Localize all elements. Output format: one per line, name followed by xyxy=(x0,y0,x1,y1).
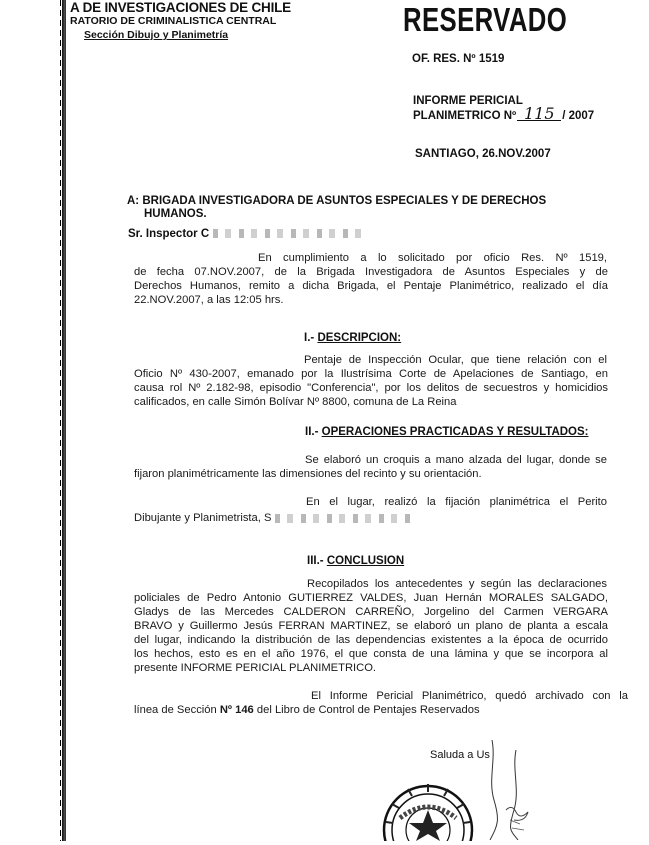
perito-label: Dibujante y Planimetrista, S xyxy=(134,512,272,524)
conclusion-line: del lugar, indicando la distribución de las dependencias existentes a la época de ocurrido xyxy=(134,634,608,646)
section-heading-descripcion xyxy=(304,332,401,344)
conclusion-line: presente INFORME PERICIAL PLANIMETRICO. xyxy=(134,662,377,674)
operaciones-line: Se elaboró un croquis a mano alzada del lugar, donde se xyxy=(305,454,607,466)
archive-line1: El Informe Pericial Planimétrico, quedó archivado con la xyxy=(311,690,628,702)
addressee-inspector: Sr. Inspector C xyxy=(128,228,210,240)
section-heading-conclusion xyxy=(307,555,404,567)
informe-title-line1: INFORME PERICIAL xyxy=(413,95,523,107)
addressee-line1: A: BRIGADA INVESTIGADORA DE ASUNTOS ESPECIALES Y DE DERECHOS xyxy=(127,195,547,207)
descripcion-line: calificados, en calle Simón Bolívar Nº 8800, comuna de La Reina xyxy=(134,396,457,408)
binding-edge xyxy=(62,0,66,841)
addressee-line3 xyxy=(128,228,363,240)
conclusion-line: Gladys de las Mercedes CALDERON CARREÑO, Jorgelino del Carmen VERGARA xyxy=(134,606,608,618)
laboratory-name: RATORIO DE CRIMINALISTICA CENTRAL xyxy=(70,15,277,27)
of-res-number: OF. RES. Nº 1519 xyxy=(412,53,505,65)
official-seal-icon xyxy=(378,778,478,841)
section-heading-operaciones xyxy=(305,426,589,438)
conclusion-line: BRAVO y Guillermo Jesús FERRAN MARTINEZ, se elaboró un plano de planta a escala xyxy=(134,620,608,632)
section-title: DESCRIPCION: xyxy=(317,332,402,344)
informe-title-line2 xyxy=(413,104,595,123)
binding-stitch xyxy=(60,0,61,841)
informe-suffix: / 2007 xyxy=(562,110,595,122)
descripcion-line: causa rol Nº 2.182-98, episodio "Conferencia", por los delitos de secuestros y homicidios xyxy=(134,382,608,394)
archive-number: Nº 146 xyxy=(219,704,254,716)
section-number: II.- xyxy=(305,426,319,438)
section-number: I.- xyxy=(304,332,315,344)
conclusion-line: Recopilados los antecedentes y según las declaraciones xyxy=(307,578,607,590)
descripcion-line: Oficio Nº 430-2007, emanado por la Ilustrísima Corte de Apelaciones de Santiago, en xyxy=(134,368,608,380)
section-title: CONCLUSION xyxy=(326,555,405,567)
archive-line2 xyxy=(134,704,480,718)
descripcion-line: Pentaje de Inspección Ocular, que tiene relación con el xyxy=(304,354,607,366)
redacted-name xyxy=(275,514,415,523)
classification-stamp: RESERVADO xyxy=(403,1,568,38)
archive-prefix: línea de Sección xyxy=(134,704,220,716)
section-title: OPERACIONES PRACTICADAS Y RESULTADOS: xyxy=(321,426,589,438)
redacted-name xyxy=(213,229,363,238)
operaciones-line: fijaron planimétricamente las dimensiones del recinto y su orientación. xyxy=(134,468,482,480)
archive-suffix: del Libro de Control de Pentajes Reservados xyxy=(253,704,480,716)
operaciones-line-redacted xyxy=(134,512,415,526)
closing-greeting: Saluda a Us xyxy=(430,749,490,761)
conclusion-line: los hechos, esto es en el año 1976, el que consta de una lámina y que se incorpora al xyxy=(134,648,608,660)
informe-number-handwritten: 115 xyxy=(517,108,561,121)
document-date: SANTIAGO, 26.NOV.2007 xyxy=(415,148,551,160)
intro-line: de fecha 07.NOV.2007, de la Brigada Investigadora de Asuntos Especiales y de xyxy=(134,266,608,278)
section-number: III.- xyxy=(307,555,324,567)
intro-line: 22.NOV.2007, a las 12:05 hrs. xyxy=(134,294,284,306)
signature-icon xyxy=(480,740,540,840)
section-name: Sección Dibujo y Planimetría xyxy=(84,29,229,41)
intro-line: En cumplimiento a lo solicitado por oficio Res. Nº 1519, xyxy=(258,252,607,264)
operaciones-line: En el lugar, realizó la fijación planimétrica el Perito xyxy=(306,496,607,508)
informe-prefix: PLANIMETRICO Nº xyxy=(413,110,517,122)
institution-name: A DE INVESTIGACIONES DE CHILE xyxy=(70,0,291,15)
conclusion-line: policiales de Pedro Antonio GUTIERREZ VALDES, Juan Hernán MORALES SALGADO, xyxy=(134,592,608,604)
addressee-line2: HUMANOS. xyxy=(144,208,207,220)
intro-line: Derechos Humanos, remito a dicha Brigada, el Pentaje Planimétrico, realizado el día xyxy=(134,280,608,292)
